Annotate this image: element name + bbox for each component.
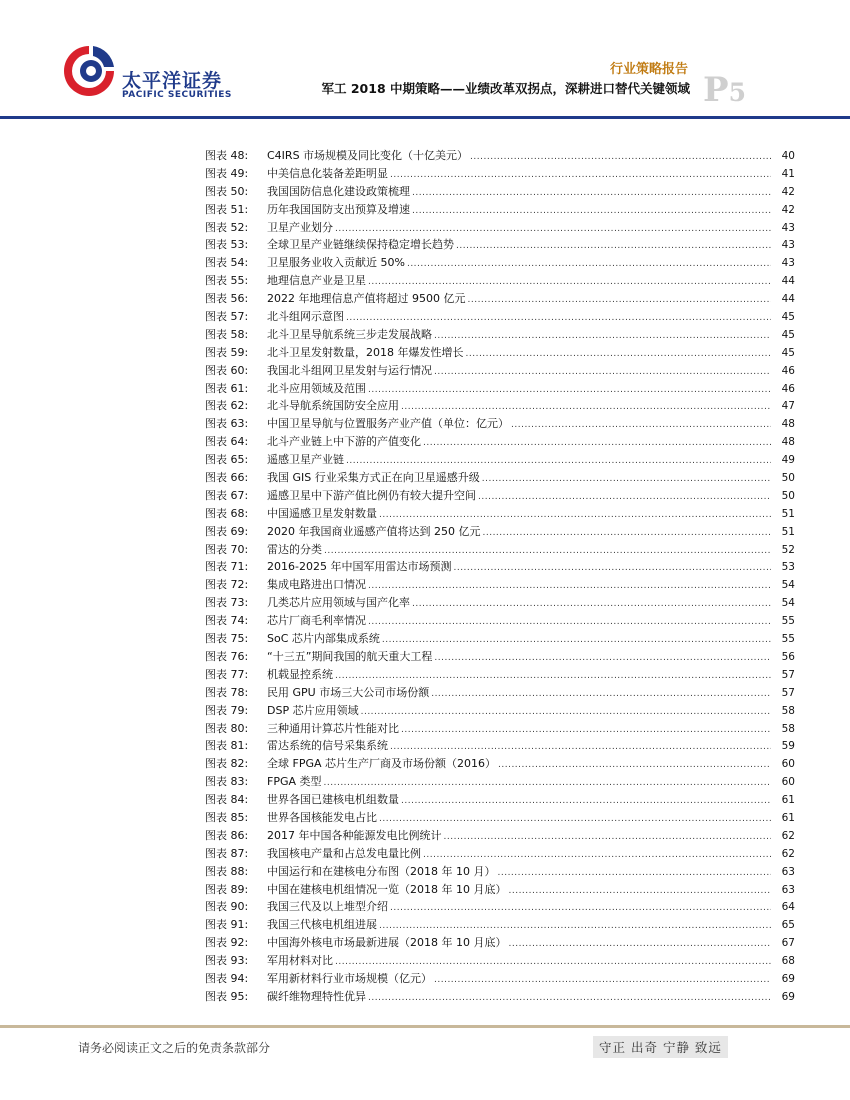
toc-entry[interactable] [205, 541, 795, 559]
toc-entry-number: 图表 86: [205, 828, 249, 842]
toc-leader-dots [382, 635, 771, 645]
toc-entry[interactable] [205, 666, 795, 684]
toc-entry-title: 军用新材料行业市场规模（亿元） [267, 971, 432, 985]
toc-entry[interactable] [205, 344, 795, 362]
toc-entry-number: 图表 48: [205, 149, 249, 162]
toc-entry-number: 图表 65: [205, 453, 249, 467]
toc-entry-page: 63 [781, 865, 795, 878]
toc-leader-dots [456, 241, 771, 251]
toc-entry[interactable] [205, 916, 795, 934]
toc-entry-number: 图表 89: [205, 882, 249, 896]
toc-entry-page: 65 [781, 919, 795, 932]
toc-entry[interactable] [205, 397, 795, 415]
toc-entry-number: 图表 88: [205, 864, 249, 878]
header-divider [0, 116, 850, 119]
toc-entry[interactable] [205, 523, 795, 541]
toc-entry-page: 69 [781, 990, 795, 1003]
toc-entry-title: 我国核电产量和占总发电量比例 [267, 846, 421, 860]
toc-entry-number: 图表 62: [205, 399, 249, 413]
toc-entry-number: 图表 84: [205, 793, 249, 807]
toc-entry-number: 图表 85: [205, 810, 249, 824]
toc-leader-dots [412, 206, 771, 216]
toc-entry-title: 民用 GPU 市场三大公司市场份额 [267, 685, 430, 699]
toc-leader-dots [508, 939, 771, 949]
toc-entry-title: 卫星产业划分 [267, 220, 333, 234]
toc-leader-dots [335, 957, 771, 967]
toc-leader-dots [434, 653, 771, 663]
toc-entry-number: 图表 61: [205, 381, 249, 395]
toc-entry[interactable] [205, 612, 795, 630]
toc-entry[interactable] [205, 630, 795, 648]
toc-entry-page: 67 [781, 937, 795, 950]
toc-leader-dots [390, 903, 771, 913]
toc-leader-dots [423, 438, 771, 448]
toc-entry-title: 中美信息化装备差距明显 [267, 166, 388, 180]
toc-leader-dots [482, 474, 771, 484]
page-number-prefix: P [703, 70, 729, 110]
toc-leader-dots [434, 975, 771, 985]
toc-entry[interactable] [205, 290, 795, 308]
toc-entry-title: 2022 年地理信息产值将超过 9500 亿元 [267, 292, 466, 306]
toc-leader-dots [379, 510, 771, 520]
toc-entry-page: 60 [781, 758, 795, 771]
toc-entry-page: 56 [781, 650, 795, 663]
report-title: 军工 2018 中期策略——业绩改革双拐点，深耕进口替代关键领域 [321, 81, 690, 96]
toc-entry-page: 54 [781, 579, 795, 592]
toc-entry-number: 图表 67: [205, 488, 249, 502]
toc-entry-page: 46 [781, 382, 795, 395]
toc-entry-number: 图表 58: [205, 327, 249, 341]
toc-entry-page: 57 [781, 668, 795, 681]
toc-entry-page: 43 [781, 239, 795, 252]
toc-entry-title: 遥感卫星中下游产值比例仍有较大提升空间 [267, 488, 476, 502]
toc-entry-number: 图表 79: [205, 703, 249, 717]
toc-entry-page: 43 [781, 257, 795, 270]
toc-leader-dots [368, 993, 771, 1003]
toc-entry-number: 图表 94: [205, 971, 249, 985]
toc-leader-dots [434, 367, 771, 377]
toc-entry-number: 图表 71: [205, 560, 249, 574]
toc-leader-dots [368, 581, 771, 591]
toc-entry-title: 芯片厂商毛利率情况 [267, 614, 366, 628]
toc-leader-dots [335, 671, 771, 681]
toc-entry-title: 北斗产业链上中下游的产值变化 [267, 435, 421, 449]
toc-entry[interactable] [205, 183, 795, 201]
toc-entry-title: 我国三代及以上堆型介绍 [267, 900, 388, 914]
toc-entry[interactable] [205, 898, 795, 916]
toc-entry-page: 64 [781, 901, 795, 914]
toc-entry-number: 图表 90: [205, 900, 249, 914]
toc-entry-number: 图表 76: [205, 649, 249, 663]
toc-entry[interactable] [205, 469, 795, 487]
toc-entry[interactable] [205, 648, 795, 666]
toc-entry-page: 61 [781, 794, 795, 807]
toc-entry-title: 北斗导航系统国防安全应用 [267, 399, 399, 413]
toc-entry-page: 63 [781, 883, 795, 896]
toc-leader-dots [335, 224, 771, 234]
toc-leader-dots [467, 295, 771, 305]
toc-entry-page: 50 [781, 472, 795, 485]
toc-entry-page: 53 [781, 561, 795, 574]
toc-entry-page: 45 [781, 311, 795, 324]
toc-entry-title: SoC 芯片内部集成系统 [267, 632, 380, 646]
toc-entry[interactable] [205, 487, 795, 505]
toc-leader-dots [497, 868, 771, 878]
toc-entry-page: 44 [781, 275, 795, 288]
toc-entry-page: 54 [781, 597, 795, 610]
toc-entry-number: 图表 83: [205, 775, 249, 789]
toc-entry[interactable] [205, 576, 795, 594]
toc-entry[interactable] [205, 863, 795, 881]
toc-entry-page: 45 [781, 346, 795, 359]
toc-entry-page: 62 [781, 847, 795, 860]
toc-entry-page: 45 [781, 328, 795, 341]
toc-leader-dots [482, 528, 771, 538]
toc-entry[interactable] [205, 415, 795, 433]
toc-entry[interactable] [205, 934, 795, 952]
toc-entry-title: 历年我国国防支出预算及增速 [267, 202, 410, 216]
toc-leader-dots [379, 814, 771, 824]
toc-entry[interactable] [205, 845, 795, 863]
toc-entry-number: 图表 69: [205, 524, 249, 538]
toc-entry-number: 图表 60: [205, 363, 249, 377]
toc-entry-title: DSP 芯片应用领域 [267, 703, 359, 717]
figure-index-list [205, 147, 795, 1006]
toc-entry-number: 图表 81: [205, 739, 249, 753]
toc-entry-title: FPGA 类型 [267, 775, 322, 789]
toc-entry[interactable] [205, 952, 795, 970]
toc-entry-title: 几类芯片应用领域与国产化率 [267, 596, 410, 610]
toc-entry-page: 57 [781, 686, 795, 699]
toc-entry-title: 集成电路进出口情况 [267, 578, 366, 592]
toc-entry-title: 2017 年中国各种能源发电比例统计 [267, 828, 442, 842]
toc-entry-page: 49 [781, 454, 795, 467]
toc-entry-number: 图表 91: [205, 918, 249, 932]
toc-entry[interactable] [205, 809, 795, 827]
toc-leader-dots [324, 546, 771, 556]
toc-leader-dots [401, 402, 771, 412]
toc-entry[interactable] [205, 684, 795, 702]
toc-entry-page: 61 [781, 811, 795, 824]
toc-entry-page: 43 [781, 221, 795, 234]
toc-entry-title: 北斗组网示意图 [267, 310, 344, 324]
toc-entry[interactable] [205, 254, 795, 272]
toc-entry[interactable] [205, 594, 795, 612]
toc-entry-page: 48 [781, 418, 795, 431]
toc-entry-page: 48 [781, 436, 795, 449]
toc-entry-title: 全球 FPGA 芯片生产厂商及市场份额（2016） [267, 757, 496, 771]
toc-leader-dots [423, 850, 771, 860]
toc-entry-title: 遥感卫星产业链 [267, 453, 344, 467]
toc-entry[interactable] [205, 988, 795, 1006]
toc-entry-number: 图表 73: [205, 596, 249, 610]
toc-entry-number: 图表 54: [205, 256, 249, 270]
toc-entry-page: 52 [781, 543, 795, 556]
toc-entry[interactable] [205, 505, 795, 523]
toc-entry-title: 地理信息产业是卫星 [267, 274, 366, 288]
brand-name-cn: 太平洋证券 [122, 70, 223, 92]
toc-entry-title: 中国卫星导航与位置服务产业产值（单位：亿元） [267, 417, 509, 431]
toc-leader-dots [368, 617, 771, 627]
toc-entry-number: 图表 51: [205, 202, 249, 216]
toc-entry-page: 42 [781, 185, 795, 198]
toc-entry-number: 图表 53: [205, 238, 249, 252]
report-type: 行业策略报告 [609, 62, 688, 77]
toc-entry-number: 图表 57: [205, 310, 249, 324]
toc-leader-dots [324, 778, 771, 788]
toc-entry[interactable] [205, 433, 795, 451]
toc-entry-title: 北斗卫星导航系统三步走发展战略 [267, 327, 432, 341]
toc-entry-title: 我国北斗组网卫星发射与运行情况 [267, 363, 432, 377]
toc-entry-title: 机载显控系统 [267, 667, 333, 681]
toc-entry-title: C4IRS 市场规模及同比变化（十亿美元） [267, 149, 469, 162]
toc-entry-title: 军用材料对比 [267, 954, 333, 968]
page-number-value: 5 [728, 78, 746, 107]
toc-entry-page: 42 [781, 203, 795, 216]
toc-entry-page: 50 [781, 489, 795, 502]
footer-disclaimer: 请务必阅读正文之后的免责条款部分 [78, 1041, 271, 1055]
footer-divider [0, 1025, 850, 1028]
toc-entry-page: 55 [781, 615, 795, 628]
toc-entry-title: 雷达系统的信号采集系统 [267, 739, 388, 753]
toc-leader-dots [401, 796, 771, 806]
toc-entry-page: 47 [781, 400, 795, 413]
toc-leader-dots [368, 277, 771, 287]
toc-entry-title: 我国 GIS 行业采集方式正在向卫星遥感升级 [267, 471, 480, 485]
toc-entry[interactable] [205, 219, 795, 237]
toc-leader-dots [412, 188, 771, 198]
toc-leader-dots [466, 349, 772, 359]
toc-entry[interactable] [205, 147, 795, 165]
toc-entry[interactable] [205, 308, 795, 326]
toc-leader-dots [412, 599, 771, 609]
toc-entry-number: 图表 52: [205, 220, 249, 234]
toc-entry-page: 60 [781, 776, 795, 789]
toc-entry-page: 51 [781, 507, 795, 520]
toc-entry-number: 图表 75: [205, 632, 249, 646]
toc-entry[interactable] [205, 773, 795, 791]
toc-entry-number: 图表 77: [205, 667, 249, 681]
toc-entry[interactable] [205, 791, 795, 809]
toc-entry-number: 图表 50: [205, 184, 249, 198]
toc-leader-dots [508, 886, 771, 896]
toc-entry[interactable] [205, 755, 795, 773]
toc-entry-number: 图表 92: [205, 936, 249, 950]
toc-entry[interactable] [205, 737, 795, 755]
toc-entry[interactable] [205, 380, 795, 398]
toc-entry-number: 图表 70: [205, 542, 249, 556]
toc-leader-dots [434, 331, 771, 341]
toc-entry[interactable] [205, 702, 795, 720]
toc-entry-number: 图表 78: [205, 685, 249, 699]
toc-entry-title: 中国海外核电市场最新进展（2018 年 10 月底） [267, 936, 507, 950]
toc-entry-page: 69 [781, 972, 795, 985]
toc-entry-number: 图表 49: [205, 166, 249, 180]
toc-entry[interactable] [205, 881, 795, 899]
toc-entry-title: 卫星服务业收入贡献近 50% [267, 256, 405, 270]
toc-leader-dots [470, 152, 771, 162]
footer-motto: 守正 出奇 宁静 致远 [593, 1036, 728, 1058]
toc-leader-dots [431, 689, 771, 699]
toc-leader-dots [346, 313, 771, 323]
toc-entry-number: 图表 63: [205, 417, 249, 431]
toc-entry[interactable] [205, 451, 795, 469]
toc-entry-number: 图表 82: [205, 757, 249, 771]
toc-entry-page: 58 [781, 704, 795, 717]
page-header [0, 0, 850, 120]
toc-entry-title: 我国国防信息化建设政策梳理 [267, 184, 410, 198]
page-number [703, 70, 746, 110]
toc-leader-dots [401, 725, 771, 735]
toc-entry-page: 46 [781, 364, 795, 377]
toc-leader-dots [407, 259, 771, 269]
toc-entry[interactable] [205, 970, 795, 988]
toc-entry-page: 62 [781, 829, 795, 842]
toc-entry-number: 图表 93: [205, 954, 249, 968]
toc-entry-page: 68 [781, 955, 795, 968]
toc-entry-number: 图表 72: [205, 578, 249, 592]
toc-entry-number: 图表 64: [205, 435, 249, 449]
toc-entry-title: 2020 年我国商业遥感产值将达到 250 亿元 [267, 524, 481, 538]
toc-entry-title: “十三五”期间我国的航天重大工程 [267, 649, 433, 663]
toc-entry[interactable] [205, 165, 795, 183]
toc-entry-number: 图表 66: [205, 471, 249, 485]
toc-entry-number: 图表 74: [205, 614, 249, 628]
toc-entry-page: 51 [781, 525, 795, 538]
toc-entry-page: 40 [781, 150, 795, 162]
toc-entry-title: 2016-2025 年中国军用雷达市场预测 [267, 560, 452, 574]
toc-entry-number: 图表 87: [205, 846, 249, 860]
toc-entry[interactable] [205, 827, 795, 845]
toc-entry[interactable] [205, 272, 795, 290]
toc-entry-title: 北斗应用领域及范围 [267, 381, 366, 395]
toc-entry[interactable] [205, 236, 795, 254]
toc-leader-dots [379, 921, 771, 931]
toc-leader-dots [361, 707, 771, 717]
toc-entry-number: 图表 68: [205, 506, 249, 520]
toc-entry-title: 碳纤维物理特性优异 [267, 989, 366, 1003]
toc-entry[interactable] [205, 558, 795, 576]
toc-entry-title: 我国三代核电机组进展 [267, 918, 377, 932]
toc-leader-dots [368, 385, 771, 395]
toc-leader-dots [511, 420, 771, 430]
toc-entry-title: 中国遥感卫星发射数量 [267, 506, 377, 520]
toc-entry-number: 图表 56: [205, 292, 249, 306]
toc-leader-dots [478, 492, 771, 502]
toc-entry-title: 世界各国已建核电机组数量 [267, 793, 399, 807]
toc-entry-number: 图表 80: [205, 721, 249, 735]
toc-entry-title: 中国运行和在建核电分布图（2018 年 10 月） [267, 864, 496, 878]
toc-entry-title: 雷达的分类 [267, 542, 322, 556]
toc-entry-number: 图表 55: [205, 274, 249, 288]
toc-entry-number: 图表 95: [205, 989, 249, 1003]
toc-entry[interactable] [205, 362, 795, 380]
toc-entry[interactable] [205, 720, 795, 738]
toc-entry-title: 北斗卫星发射数量，2018 年爆发性增长 [267, 345, 464, 359]
toc-entry-title: 三种通用计算芯片性能对比 [267, 721, 399, 735]
toc-leader-dots [453, 563, 771, 573]
toc-entry-page: 59 [781, 740, 795, 753]
toc-entry-page: 41 [781, 167, 795, 180]
brand-name-en: PACIFIC SECURITIES [122, 90, 232, 100]
toc-entry-title: 中国在建核电机组情况一览（2018 年 10 月底） [267, 882, 507, 896]
toc-entry-page: 58 [781, 722, 795, 735]
toc-leader-dots [346, 456, 771, 466]
toc-leader-dots [498, 760, 771, 770]
toc-entry-number: 图表 59: [205, 345, 249, 359]
toc-entry-title: 世界各国核能发电占比 [267, 810, 377, 824]
toc-entry[interactable] [205, 326, 795, 344]
toc-entry-title: 全球卫星产业链继续保持稳定增长趋势 [267, 238, 454, 252]
toc-entry[interactable] [205, 201, 795, 219]
toc-entry-page: 44 [781, 293, 795, 306]
pacific-securities-logo-icon [60, 42, 118, 100]
toc-leader-dots [390, 742, 771, 752]
toc-entry-page: 55 [781, 633, 795, 646]
toc-leader-dots [390, 170, 771, 180]
toc-leader-dots [444, 832, 772, 842]
